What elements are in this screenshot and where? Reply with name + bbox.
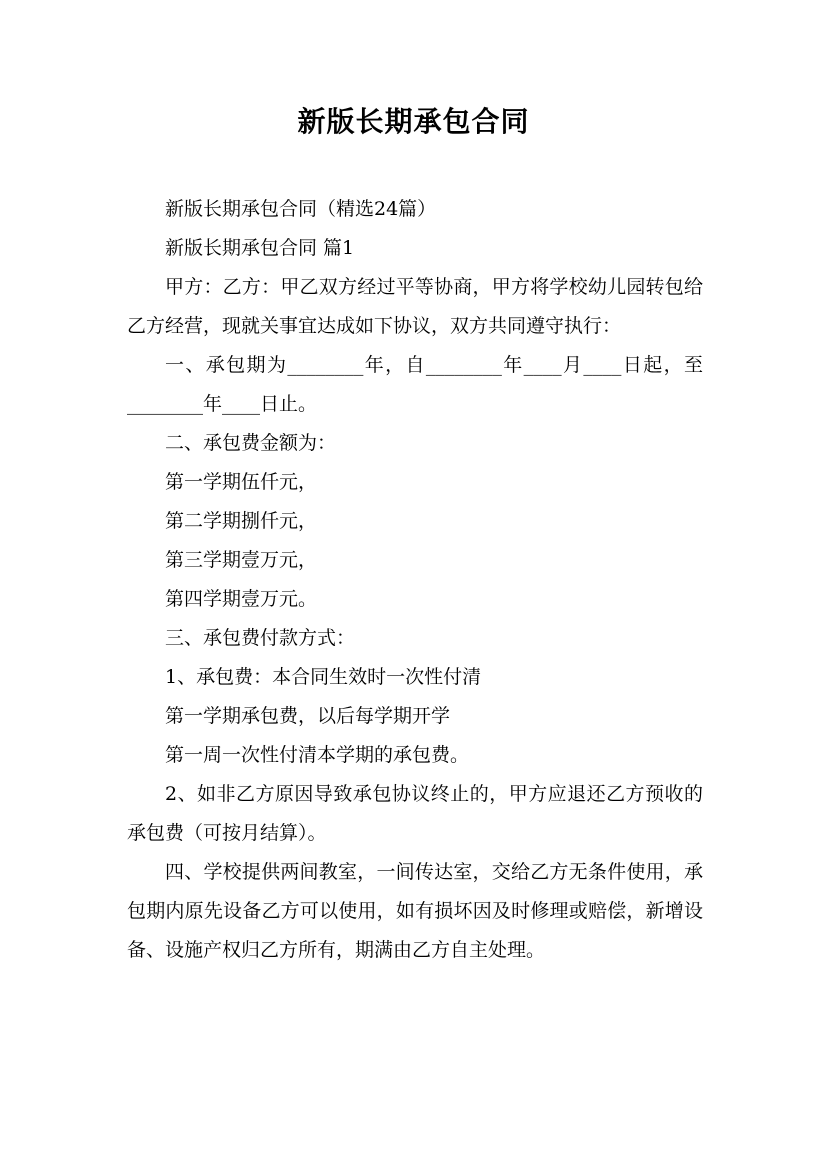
paragraph-section-heading: 新版长期承包合同 篇1 [165,237,355,259]
paragraph-fee-term-3: 第三学期壹万元， [165,549,318,571]
paragraph-subtitle: 新版长期承包合同（精选24篇） [165,198,437,220]
paragraph-facilities: 四、学校提供两间教室，一间传达室，交给乙方无条件使用，承包期内原先设备乙方可以使用，如有损坏因及时修理或赔偿，新增设备、设施产权归乙方所有，期满由乙方自主处理。 [127,861,703,961]
paragraph-payment-heading: 三、承包费付款方式： [165,627,356,649]
paragraph-refund: 2、如非乙方原因导致承包协议终止的，甲方应退还乙方预收的承包费（可按月结算）。 [127,783,703,844]
paragraph-parties: 甲方：乙方：甲乙双方经过平等协商，甲方将学校幼儿园转包给乙方经营，现就关事宜达成如下协议，双方共同遵守执行： [127,276,703,337]
paragraph-fee-term-1: 第一学期伍仟元， [165,471,318,493]
paragraph-term: 一、承包期为________年，自________年____月____日起，至________年____日止。 [127,354,703,415]
paragraph-payment-1: 1、承包费：本合同生效时一次性付清 [165,666,482,688]
paragraph-payment-3: 第一周一次性付清本学期的承包费。 [165,744,470,766]
paragraph-fee-term-2: 第二学期捌仟元， [165,510,318,532]
paragraph-payment-2: 第一学期承包费，以后每学期开学 [165,705,451,727]
paragraph-fee-heading: 二、承包费金额为： [165,432,337,454]
paragraph-fee-term-4: 第四学期壹万元。 [165,588,318,610]
document-body [127,190,703,970]
document-title: 新版长期承包合同 [297,105,530,138]
